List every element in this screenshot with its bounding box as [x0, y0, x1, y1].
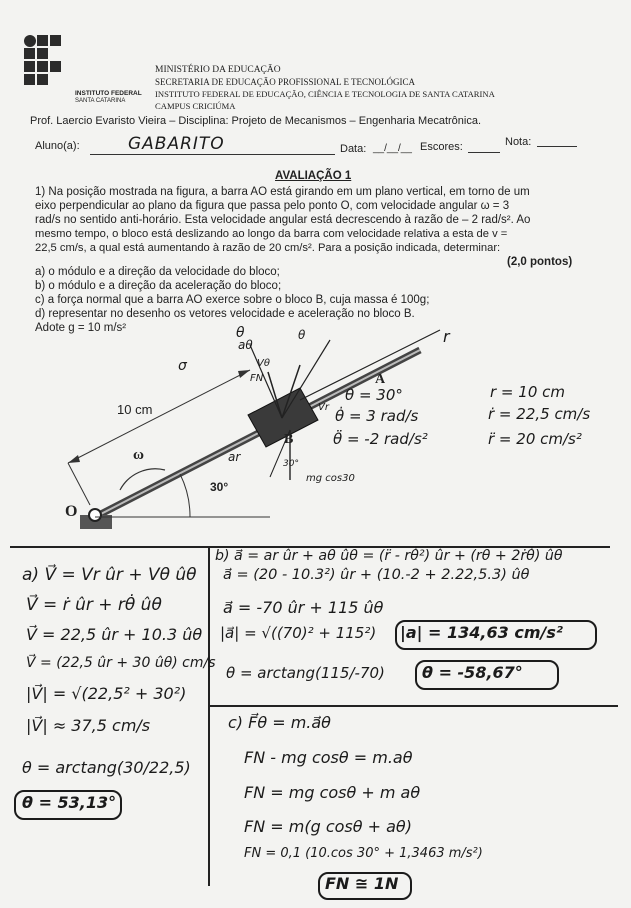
grade-label: Nota: — [505, 136, 532, 148]
sol-c-answer: FN ≅ 1N — [325, 874, 399, 893]
sol-b-direction: θ = arctang(115/-70) — [226, 664, 385, 682]
ministry-line: MINISTÉRIO DA EDUCAÇÃO — [155, 65, 281, 75]
sol-a-answer: θ = 53,13° — [22, 793, 117, 812]
ann-sigma: σ — [178, 358, 187, 374]
ann-v0: Vθ — [257, 358, 270, 369]
ann-r: r — [443, 327, 450, 346]
question-line-3: rad/s no sentido anti-horário. Esta velocidade angular está decrescendo à razão de – 2 rad/s². Ao — [35, 214, 531, 226]
given-r: r = 10 cm — [490, 383, 565, 401]
date-label: Data: — [340, 143, 367, 155]
points-label: (2,0 pontos) — [507, 256, 573, 268]
sol-a-line-7: θ = arctang(30/22,5) — [22, 758, 191, 777]
label-b: B — [284, 432, 294, 447]
sol-a-line-5: |V⃗| = √(22,5² + 30²) — [26, 684, 187, 703]
institute-line: INSTITUTO FEDERAL DE EDUCAÇÃO, CIÊNCIA E TECNOLOGIA DE SANTA CATARINA — [155, 89, 495, 99]
sol-a-line-2: V⃗ = ṙ ûr + rθ̇ ûθ — [26, 595, 162, 615]
sol-b-line-3: a⃗ = -70 ûr + 115 ûθ — [223, 598, 384, 617]
sol-a-line-1: a) V⃗ = Vr ûr + Vθ ûθ — [22, 565, 197, 585]
angle-label: 30° — [210, 480, 229, 494]
scores-label: Escores: — [420, 141, 463, 153]
sol-c-line-3: FN = mg cosθ + m aθ — [244, 783, 421, 802]
sol-b-magnitude: |a| = 134,63 cm/s² — [400, 623, 563, 642]
logo-text-line1: INSTITUTO FEDERAL — [75, 90, 142, 97]
given-r-ddot: r̈ = 20 cm/s² — [488, 430, 582, 448]
ann-theta: θ — [236, 325, 245, 341]
secretariat-line: SECRETARIA DE EDUCAÇÃO PROFISSIONAL E TECNOLÓGICA — [155, 77, 416, 87]
ann-theta-dir: θ — [298, 328, 306, 342]
label-o: O — [65, 503, 78, 520]
item-d: d) representar no desenho os vetores velocidade e aceleração no bloco B. — [35, 308, 415, 320]
given-r-dot: ṙ = 22,5 cm/s — [488, 405, 591, 423]
ann-ar: ar — [228, 450, 241, 464]
ann-mg: mg cos30 — [306, 473, 355, 484]
date-value: __/__/__ — [373, 143, 412, 154]
sol-b-line-2: a⃗ = (20 - 10.3²) ûr + (10.-2 + 2.22,5.3) ûθ — [223, 567, 530, 583]
ann-vr: Vr — [318, 402, 329, 413]
solution-vertical-divider — [208, 546, 210, 886]
given-theta-dot: θ̇ = 3 rad/s — [335, 407, 419, 425]
sol-c-line-4: FN = m(g cosθ + aθ) — [244, 817, 412, 836]
question-line-4: mesmo tempo, o bloco está deslizando ao longo da barra com velocidade relativa a esta de v = — [35, 228, 508, 240]
question-line-5: 22,5 cm/s, a qual está aumentando à razão de 20 cm/s². Para a posição indicada, determinar: — [35, 242, 501, 254]
student-name: GABARITO — [128, 134, 225, 154]
omega-label: ω — [133, 447, 144, 463]
given-theta-ddot: θ̈ = -2 rad/s² — [333, 430, 428, 448]
sol-c-line-2: FN - mg cosθ = m.aθ — [244, 748, 413, 767]
ann-angle: 30° — [283, 459, 299, 469]
question-line-1: 1) Na posição mostrada na figura, a barra AO está girando em um plano vertical, em torno de um — [35, 186, 530, 198]
professor-line: Prof. Laercio Evaristo Vieira – Disciplina: Projeto de Mecanismos – Engenharia Mecatrônica. — [30, 115, 482, 127]
sol-b-line-4: |a⃗| = √((70)² + 115²) — [220, 624, 377, 642]
logo-text-line2: SANTA CATARINA — [75, 98, 126, 104]
question-line-2: eixo perpendicular ao plano da figura que passa pelo ponto O, com velocidade angular ω = 3 — [35, 200, 510, 212]
exam-title: AVALIAÇÃO 1 — [275, 170, 352, 182]
sol-a-line-4: V⃗ = (22,5 ûr + 30 ûθ) cm/s — [26, 655, 216, 671]
length-label: 10 cm — [117, 402, 153, 417]
ann-fn: FN — [250, 373, 264, 384]
pivot-pin — [89, 509, 101, 521]
ann-ae: aθ — [238, 338, 253, 352]
item-c: c) a força normal que a barra AO exerce sobre o bloco B, cuja massa é 100g; — [35, 294, 430, 306]
angle-arc — [180, 474, 190, 517]
item-a: a) o módulo e a direção da velocidade do bloco; — [35, 266, 280, 278]
sol-a-line-3: V⃗ = 22,5 ûr + 10.3 ûθ — [26, 625, 203, 644]
student-label: Aluno(a): — [35, 140, 80, 152]
campus-line: CAMPUS CRICIÚMA — [155, 101, 236, 111]
solution-middle-divider — [208, 705, 618, 707]
sol-c-line-5: FN = 0,1 (10.cos 30° + 1,3463 m/s²) — [244, 846, 483, 861]
sol-b-answer: θ = -58,67° — [422, 663, 523, 682]
item-b: b) o módulo e a direção da aceleração do bloco; — [35, 280, 282, 292]
sol-b-line-1: b) a⃗ = ar ûr + aθ ûθ = (r̈ - rθ̇²) ûr + (rθ̈ + 2ṙθ̇) ûθ — [215, 548, 563, 564]
given-theta: θ = 30° — [345, 386, 403, 404]
gravity-note: Adote g = 10 m/s² — [35, 322, 127, 334]
sol-c-line-1: c) F⃗θ = m.a⃗θ — [228, 713, 331, 732]
label-a: A — [375, 372, 386, 387]
sol-a-line-6: |V⃗| ≈ 37,5 cm/s — [26, 716, 151, 735]
